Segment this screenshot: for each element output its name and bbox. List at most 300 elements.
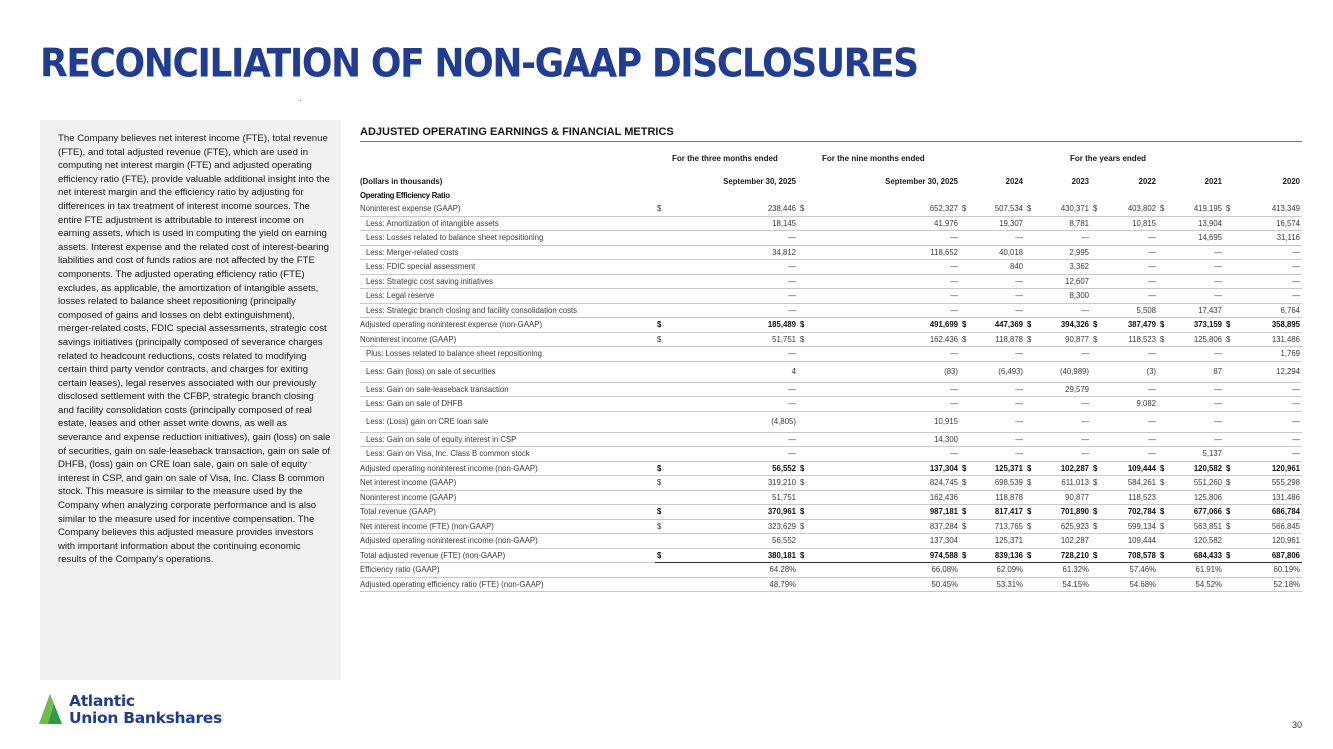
table-section-title: ADJUSTED OPERATING EARNINGS & FINANCIAL METRICS: [360, 126, 674, 138]
cell-value: 3,362: [1041, 260, 1091, 275]
currency-symbol: [1025, 361, 1041, 382]
table-row: [360, 490, 1302, 505]
currency-symbol: [1158, 397, 1174, 412]
cell-value: 698,539: [976, 476, 1025, 491]
currency-symbol: [960, 347, 976, 362]
currency-symbol: [1091, 289, 1107, 304]
currency-symbol: $: [655, 519, 671, 534]
currency-symbol: [798, 245, 814, 260]
currency-symbol: $: [1091, 476, 1107, 491]
cell-value: 125,806: [1174, 490, 1224, 505]
cell-value: —: [814, 382, 960, 397]
cell-value: 358,895: [1240, 318, 1302, 333]
currency-symbol: [960, 303, 976, 318]
table-row: [360, 274, 1302, 289]
cell-value: —: [1107, 245, 1158, 260]
currency-symbol: [1091, 260, 1107, 275]
cell-value: 14,695: [1174, 231, 1224, 246]
currency-symbol: [798, 432, 814, 447]
cell-value: 430,371: [1041, 202, 1091, 216]
currency-symbol: $: [960, 461, 976, 476]
currency-symbol: [655, 534, 671, 549]
cell-value: 563,851: [1174, 519, 1224, 534]
cell-value: 987,181: [814, 505, 960, 520]
cell-value: —: [671, 260, 798, 275]
currency-symbol: $: [1224, 505, 1240, 520]
currency-symbol: $: [798, 461, 814, 476]
cell-value: 102,287: [1041, 534, 1091, 549]
header-spacer: [960, 173, 976, 189]
cell-value: 413,349: [1240, 202, 1302, 216]
cell-value: —: [814, 274, 960, 289]
cell-value: —: [671, 432, 798, 447]
currency-symbol: $: [1025, 461, 1041, 476]
currency-symbol: [1025, 289, 1041, 304]
currency-symbol: [1224, 274, 1240, 289]
cell-value: 5,137: [1174, 447, 1224, 462]
currency-symbol: [655, 411, 671, 432]
row-label: Less: Losses related to balance sheet repositioning: [360, 231, 655, 246]
cell-value: —: [1174, 260, 1224, 275]
table-row: [360, 231, 1302, 246]
row-label: Less: FDIC special assessment: [360, 260, 655, 275]
cell-value: —: [976, 382, 1025, 397]
currency-symbol: [960, 397, 976, 412]
currency-symbol: [1224, 231, 1240, 246]
units-label: (Dollars in thousands): [360, 176, 443, 186]
currency-symbol: $: [1158, 202, 1174, 216]
table-row: [360, 332, 1302, 347]
cell-value: 713,765: [976, 519, 1025, 534]
cell-value: 238,446: [671, 202, 798, 216]
currency-symbol: [1091, 447, 1107, 462]
currency-symbol: $: [1158, 332, 1174, 347]
row-label: Adjusted operating noninterest income (non-GAAP): [360, 534, 655, 549]
currency-symbol: [655, 289, 671, 304]
currency-symbol: [960, 382, 976, 397]
cell-value: 974,588: [814, 548, 960, 563]
currency-symbol: $: [1025, 318, 1041, 333]
row-label: Noninterest expense (GAAP): [360, 202, 655, 216]
currency-symbol: [655, 577, 671, 592]
currency-symbol: [1025, 274, 1041, 289]
cell-value: 53.31%: [976, 577, 1025, 592]
currency-symbol: [655, 274, 671, 289]
header-three-months: For the three months ended: [672, 154, 778, 163]
currency-symbol: [1091, 563, 1107, 578]
cell-value: —: [1240, 289, 1302, 304]
cell-value: 491,699: [814, 318, 960, 333]
currency-symbol: $: [1025, 505, 1041, 520]
cell-value: 66.08%: [814, 563, 960, 578]
currency-symbol: [798, 447, 814, 462]
cell-value: —: [976, 447, 1025, 462]
cell-value: 387,479: [1107, 318, 1158, 333]
currency-symbol: [798, 289, 814, 304]
currency-symbol: [1224, 490, 1240, 505]
cell-value: 162,436: [814, 490, 960, 505]
table-row: [360, 563, 1302, 578]
currency-symbol: [798, 260, 814, 275]
cell-value: 686,784: [1240, 505, 1302, 520]
currency-symbol: [655, 563, 671, 578]
cell-value: —: [1107, 274, 1158, 289]
currency-symbol: [1025, 245, 1041, 260]
column-header: September 30, 2025: [885, 176, 958, 186]
cell-value: 6,764: [1240, 303, 1302, 318]
section-divider: [360, 141, 1302, 142]
currency-symbol: $: [960, 548, 976, 563]
row-label: Net interest income (GAAP): [360, 476, 655, 491]
explanation-text: The Company believes net interest income (FTE), total revenue (FTE), and total adjusted revenue (FTE), which are used in computing net interest margin (FTE) and adjusted operating efficiency ratio (FTE), provide valuable additional insight into the net interest margin and the efficiency ratio by adjusting for differences in tax treatment of interest income sources. The entire FTE adjustment is attributable to interest income on earning assets, which is used in computing the yield on earning assets. Interest expense and the related cost of interest-bearing liabilities and cost of funds ratios are not affected by the FTE components. The adjusted operating efficiency ratio (FTE) excludes, as applicable, the amortization of intangible assets, losses related to balance sheet repositioning (principally composed of gains and losses on debt extinguishment), merger-related costs, FDIC special assessments, strategic cost savings initiatives (principally composed of severance charges related to headcount reductions, costs related to modifying certain third party vendor contracts, and charges for exiting certain leases), legal reserves associated with our previously disclosed settlement with the CFBP, strategic branch closing and facility consolidation costs (principally composed of real estate, leases and other asset write downs, as well as severance and expense reduction initiatives), gain (loss) on sale of securities, gain on sale-leaseback transaction, gain on sale of DHFB, (loss) gain on CRE loan sale, gain on sale of equity interest in CSP, and gain on sale of Visa, Inc. Class B common stock. This measure is similar to the measure used by the Company when analyzing corporate performance and is also similar to the measure used for incentive compensation. The Company believes this adjusted measure provides investors with important information about the continuing economic results of the Company's operations.: [58, 133, 331, 566]
cell-value: 120,582: [1174, 461, 1224, 476]
cell-value: 125,371: [976, 461, 1025, 476]
cell-value: 90,877: [1041, 332, 1091, 347]
column-header: 2021: [1204, 176, 1222, 186]
currency-symbol: [798, 534, 814, 549]
cell-value: 34,812: [671, 245, 798, 260]
column-header: 2024: [1005, 176, 1023, 186]
currency-symbol: $: [1025, 332, 1041, 347]
currency-symbol: [960, 563, 976, 578]
cell-value: 131,486: [1240, 332, 1302, 347]
cell-value: 31,116: [1240, 231, 1302, 246]
currency-symbol: [798, 411, 814, 432]
column-header: 2020: [1282, 176, 1300, 186]
cell-value: 10,915: [814, 411, 960, 432]
column-header: 2022: [1138, 176, 1156, 186]
cell-value: 701,890: [1041, 505, 1091, 520]
table-row: [360, 382, 1302, 397]
currency-symbol: $: [960, 318, 976, 333]
currency-symbol: [1091, 231, 1107, 246]
currency-symbol: [1158, 361, 1174, 382]
cell-value: —: [671, 347, 798, 362]
table-row: [360, 318, 1302, 333]
currency-symbol: [1158, 447, 1174, 462]
cell-value: 109,444: [1107, 534, 1158, 549]
row-label: Less: Amortization of intangible assets: [360, 216, 655, 231]
cell-value: 702,784: [1107, 505, 1158, 520]
cell-value: 118,523: [1107, 332, 1158, 347]
currency-symbol: [1158, 216, 1174, 231]
header-spacer: [1158, 173, 1174, 189]
cell-value: 394,326: [1041, 318, 1091, 333]
currency-symbol: [960, 447, 976, 462]
row-label: Adjusted operating efficiency ratio (FTE) (non-GAAP): [360, 577, 655, 592]
currency-symbol: [1224, 563, 1240, 578]
currency-symbol: [1025, 577, 1041, 592]
currency-symbol: $: [1025, 548, 1041, 563]
currency-symbol: [1158, 490, 1174, 505]
cell-value: —: [671, 447, 798, 462]
cell-value: 137,304: [814, 461, 960, 476]
currency-symbol: [655, 260, 671, 275]
cell-value: —: [976, 432, 1025, 447]
currency-symbol: [798, 361, 814, 382]
cell-value: 728,210: [1041, 548, 1091, 563]
cell-value: 61.91%: [1174, 563, 1224, 578]
cell-value: —: [814, 303, 960, 318]
currency-symbol: [1091, 534, 1107, 549]
currency-symbol: [1158, 563, 1174, 578]
cell-value: —: [1174, 347, 1224, 362]
currency-symbol: [1025, 397, 1041, 412]
cell-value: 29,579: [1041, 382, 1091, 397]
currency-symbol: $: [1025, 476, 1041, 491]
currency-symbol: [1025, 411, 1041, 432]
cell-value: 54.15%: [1041, 577, 1091, 592]
section-row: [360, 189, 1302, 202]
currency-symbol: [1158, 432, 1174, 447]
cell-value: —: [671, 303, 798, 318]
currency-symbol: [798, 577, 814, 592]
cell-value: (4,805): [671, 411, 798, 432]
currency-symbol: $: [798, 548, 814, 563]
table-row: [360, 289, 1302, 304]
currency-symbol: [1158, 274, 1174, 289]
currency-symbol: [1091, 361, 1107, 382]
table-row: [360, 461, 1302, 476]
table-row: [360, 303, 1302, 318]
currency-symbol: $: [1224, 202, 1240, 216]
currency-symbol: $: [1091, 505, 1107, 520]
currency-symbol: [960, 289, 976, 304]
row-label: Less: Gain on Visa, Inc. Class B common stock: [360, 447, 655, 462]
currency-symbol: [1224, 347, 1240, 362]
cell-value: —: [814, 231, 960, 246]
currency-symbol: $: [798, 519, 814, 534]
cell-value: —: [1174, 382, 1224, 397]
cell-value: —: [1107, 447, 1158, 462]
currency-symbol: [1025, 432, 1041, 447]
cell-value: 419,195: [1174, 202, 1224, 216]
cell-value: —: [1174, 274, 1224, 289]
currency-symbol: [1224, 411, 1240, 432]
header-years: For the years ended: [1070, 154, 1147, 163]
currency-symbol: [960, 490, 976, 505]
cell-value: —: [976, 274, 1025, 289]
currency-symbol: $: [1158, 461, 1174, 476]
currency-symbol: $: [655, 202, 671, 216]
table-row: [360, 548, 1302, 563]
currency-symbol: $: [1091, 461, 1107, 476]
currency-symbol: [1091, 274, 1107, 289]
currency-symbol: [1091, 303, 1107, 318]
currency-symbol: [1091, 347, 1107, 362]
header-spacer: [655, 173, 671, 189]
cell-value: 41,976: [814, 216, 960, 231]
currency-symbol: [1025, 231, 1041, 246]
header-nine-months: For the nine months ended: [822, 154, 925, 163]
currency-symbol: [960, 577, 976, 592]
cell-value: —: [814, 260, 960, 275]
currency-symbol: [960, 361, 976, 382]
table-row: [360, 361, 1302, 382]
cell-value: 137,304: [814, 534, 960, 549]
currency-symbol: $: [1224, 519, 1240, 534]
currency-symbol: $: [1224, 548, 1240, 563]
currency-symbol: $: [1224, 461, 1240, 476]
currency-symbol: [960, 432, 976, 447]
currency-symbol: [1158, 289, 1174, 304]
currency-symbol: [1224, 361, 1240, 382]
currency-symbol: [1158, 382, 1174, 397]
cell-value: 109,444: [1107, 461, 1158, 476]
cell-value: 403,802: [1107, 202, 1158, 216]
cell-value: 120,582: [1174, 534, 1224, 549]
table-row: [360, 245, 1302, 260]
currency-symbol: [960, 411, 976, 432]
cell-value: 13,904: [1174, 216, 1224, 231]
cell-value: —: [1041, 303, 1091, 318]
row-label: Less: Gain on sale of equity interest in CSP: [360, 432, 655, 447]
currency-symbol: [655, 397, 671, 412]
currency-symbol: $: [1224, 332, 1240, 347]
cell-value: —: [976, 347, 1025, 362]
currency-symbol: $: [1091, 519, 1107, 534]
currency-symbol: $: [655, 548, 671, 563]
header-spacer: [1091, 173, 1107, 189]
table-row: [360, 347, 1302, 362]
header-spacer: [1025, 173, 1041, 189]
row-label: Less: Gain on sale-leaseback transaction: [360, 382, 655, 397]
currency-symbol: $: [655, 318, 671, 333]
cell-value: —: [1240, 411, 1302, 432]
currency-symbol: $: [1158, 519, 1174, 534]
currency-symbol: [1158, 411, 1174, 432]
cell-value: 60.19%: [1240, 563, 1302, 578]
cell-value: 48.79%: [671, 577, 798, 592]
cell-value: —: [1174, 432, 1224, 447]
cell-value: 125,371: [976, 534, 1025, 549]
cell-value: 62.09%: [976, 563, 1025, 578]
currency-symbol: $: [1091, 548, 1107, 563]
currency-symbol: $: [798, 505, 814, 520]
cell-value: 319,210: [671, 476, 798, 491]
cell-value: —: [1041, 397, 1091, 412]
cell-value: 507,534: [976, 202, 1025, 216]
currency-symbol: [1224, 260, 1240, 275]
currency-symbol: $: [1224, 476, 1240, 491]
cell-value: 14,300: [814, 432, 960, 447]
header-spacer: [798, 173, 814, 189]
cell-value: —: [1107, 432, 1158, 447]
cell-value: —: [671, 231, 798, 246]
cell-value: —: [1041, 411, 1091, 432]
cell-value: —: [671, 289, 798, 304]
cell-value: —: [1107, 289, 1158, 304]
cell-value: 19,307: [976, 216, 1025, 231]
cell-value: —: [1240, 382, 1302, 397]
currency-symbol: [1158, 347, 1174, 362]
cell-value: —: [1240, 432, 1302, 447]
currency-symbol: $: [1025, 202, 1041, 216]
currency-symbol: [1224, 245, 1240, 260]
currency-symbol: [655, 347, 671, 362]
cell-value: 708,578: [1107, 548, 1158, 563]
currency-symbol: $: [1158, 548, 1174, 563]
cell-value: 1,769: [1240, 347, 1302, 362]
currency-symbol: $: [1224, 318, 1240, 333]
currency-symbol: [1091, 216, 1107, 231]
cell-value: 551,260: [1174, 476, 1224, 491]
currency-symbol: $: [960, 519, 976, 534]
cell-value: 677,066: [1174, 505, 1224, 520]
currency-symbol: $: [960, 476, 976, 491]
currency-symbol: [1025, 347, 1041, 362]
cell-value: 51,751: [671, 332, 798, 347]
cell-value: —: [1174, 245, 1224, 260]
currency-symbol: $: [655, 332, 671, 347]
currency-symbol: [798, 231, 814, 246]
cell-value: 118,878: [976, 332, 1025, 347]
cell-value: —: [1174, 411, 1224, 432]
currency-symbol: [1224, 432, 1240, 447]
currency-symbol: [1091, 577, 1107, 592]
cell-value: 555,298: [1240, 476, 1302, 491]
cell-value: —: [1174, 397, 1224, 412]
table-row: [360, 577, 1302, 592]
cell-value: 447,369: [976, 318, 1025, 333]
table-row: [360, 216, 1302, 231]
section-label: Operating Efficiency Ratio: [360, 191, 450, 200]
cell-value: 50.45%: [814, 577, 960, 592]
cell-value: 684,433: [1174, 548, 1224, 563]
cell-value: 40,018: [976, 245, 1025, 260]
table-row: [360, 397, 1302, 412]
currency-symbol: [960, 260, 976, 275]
currency-symbol: [1091, 411, 1107, 432]
cell-value: 118,652: [814, 245, 960, 260]
row-label: Adjusted operating noninterest expense (non-GAAP): [360, 318, 655, 333]
cell-value: 687,806: [1240, 548, 1302, 563]
row-label: Less: Legal reserve: [360, 289, 655, 304]
cell-value: —: [814, 447, 960, 462]
cell-value: 56,552: [671, 534, 798, 549]
cell-value: 51,751: [671, 490, 798, 505]
logo-line-1: Atlantic: [69, 692, 135, 710]
cell-value: —: [1107, 260, 1158, 275]
table-row: [360, 519, 1302, 534]
currency-symbol: [1091, 490, 1107, 505]
cell-value: 8,300: [1041, 289, 1091, 304]
currency-symbol: $: [655, 476, 671, 491]
currency-symbol: [798, 563, 814, 578]
currency-symbol: [798, 274, 814, 289]
table-row: [360, 411, 1302, 432]
cell-value: 8,781: [1041, 216, 1091, 231]
company-logo: [38, 690, 268, 730]
cell-value: 64.28%: [671, 563, 798, 578]
table-row: [360, 260, 1302, 275]
cell-value: —: [1240, 260, 1302, 275]
column-header-row: [360, 173, 1302, 189]
cell-value: —: [1041, 347, 1091, 362]
cell-value: —: [976, 397, 1025, 412]
cell-value: 839,136: [976, 548, 1025, 563]
column-header: 2023: [1071, 176, 1089, 186]
cell-value: —: [1107, 411, 1158, 432]
cell-value: 185,489: [671, 318, 798, 333]
currency-symbol: [1158, 303, 1174, 318]
cell-value: (83): [814, 361, 960, 382]
currency-symbol: $: [1158, 505, 1174, 520]
row-label: Total revenue (GAAP): [360, 505, 655, 520]
cell-value: 120,961: [1240, 461, 1302, 476]
currency-symbol: $: [960, 332, 976, 347]
row-label: Less: Strategic branch closing and facility consolidation costs: [360, 303, 655, 318]
